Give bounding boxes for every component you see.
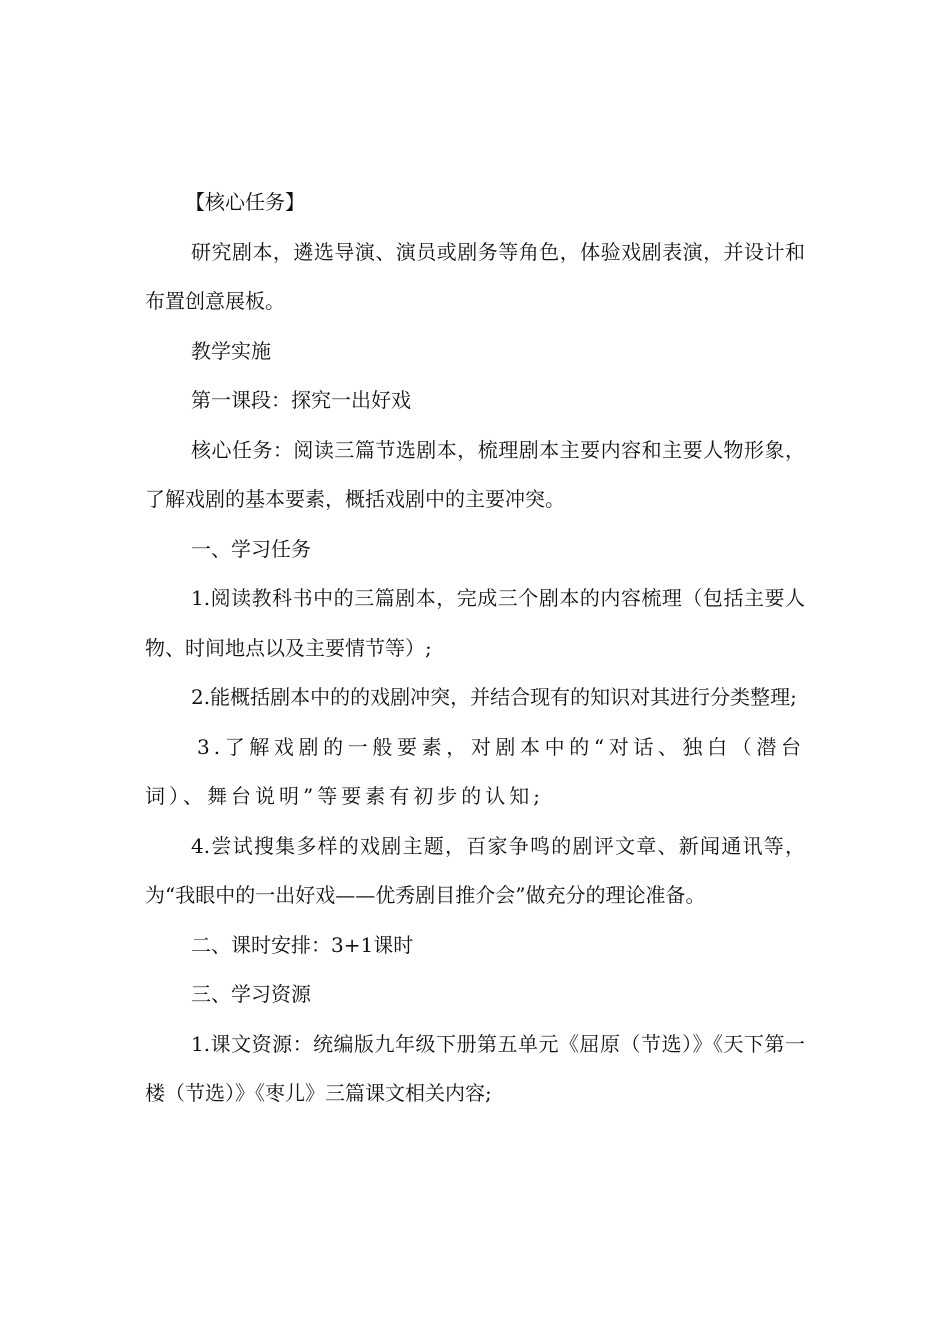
class-hours-heading: 二、课时安排：3+1课时 [191, 932, 414, 957]
learning-task-item-1: 1.阅读教科书中的三篇剧本，完成三个剧本的内容梳理（包括主要人物、时间地点以及主要情节等）; [145, 586, 805, 660]
learning-resources-heading: 三、学习资源 [191, 982, 311, 1006]
resource-item-1: 1.课文资源：统编版九年级下册第五单元《屈原（节选）》《天下第一楼（节选）》《枣儿》三篇课文相关内容; [145, 1031, 805, 1105]
learning-task-item-4: 4.尝试搜集多样的戏剧主题，百家争鸣的剧评文章、新闻通讯等，为“我眼中的一出好戏——优秀剧目推介会”做充分的理论准备。 [145, 833, 805, 907]
lesson-stage-one-heading: 第一课段：探究一出好戏 [191, 388, 411, 412]
document-body [145, 178, 805, 1119]
teaching-implementation-heading: 教学实施 [191, 338, 271, 363]
core-task-heading: 【核心任务】 [185, 190, 305, 214]
learning-task-item-3: 3.了解戏剧的一般要素，对剧本中的“对话、独白（潜台词）、舞台说明”等要素有初步的认知; [145, 734, 805, 808]
core-task-paragraph: 研究剧本，遴选导演、演员或剧务等角色，体验戏剧表演，并设计和布置创意展板。 [145, 239, 805, 313]
learning-task-item-2: 2.能概括剧本中的的戏剧冲突，并结合现有的知识对其进行分类整理; [191, 685, 797, 709]
learning-tasks-heading: 一、学习任务 [191, 536, 311, 561]
stage-core-task-paragraph: 核心任务：阅读三篇节选剧本，梳理剧本主要内容和主要人物形象，了解戏剧的基本要素，概括戏剧中的主要冲突。 [145, 437, 805, 511]
